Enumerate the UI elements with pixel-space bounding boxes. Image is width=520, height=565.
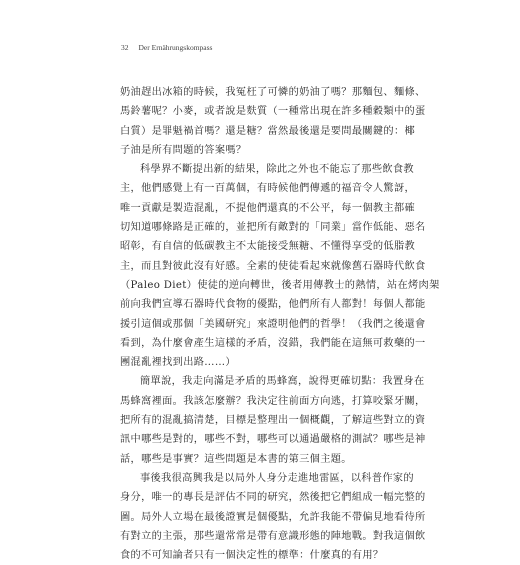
text-line: 團混亂裡找到出路……） xyxy=(120,357,236,369)
book-title: Der Ernährungskompass xyxy=(138,43,213,52)
text-line: 切知道哪條路是正確的，並把所有敵對的「同業」當作低能、惡名 xyxy=(120,222,426,234)
text-line: 事後我很高興我是以局外人身分走進地雷區，以科普作家的 xyxy=(140,472,414,484)
running-header xyxy=(121,43,212,52)
text-line: 科學界不斷提出新的結果，除此之外也不能忘了那些飲食教 xyxy=(140,164,414,176)
text-line: 唯一貢獻是製造混亂，不提他們還真的不公平，每一個教主都確 xyxy=(120,202,416,214)
text-line: 主，他們感覺上有一百萬個，有時候他們傳遞的福音令人驚訝， xyxy=(120,183,416,195)
text-line: （Paleo Diet）使徒的逆向轉世，後者用傳教士的熱情，站在烤肉架 xyxy=(120,279,440,291)
text-line: 援引這個或那個「美國研究」來證明他們的哲學！（我們之後還會 xyxy=(120,318,426,330)
text-line: 奶油趕出冰箱的時候，我冤枉了可憐的奶油了嗎？那麵包、麵條、 xyxy=(120,87,426,98)
text-line: 昭彰，有自信的低碳教主不太能接受無糖、不懂得享受的低脂教 xyxy=(120,241,416,253)
text-line: 前向我們宣導石器時代食物的優點，他們所有人都對！每個人都能 xyxy=(120,299,426,311)
text-line: 簡單說，我走向滿是矛盾的馬蜂窩，說得更確切點：我置身在 xyxy=(140,376,425,388)
text-line: 白質）是罪魁禍首嗎？還是糖？當然最後還是要問最關鍵的：椰 xyxy=(120,125,416,137)
text-line: 主，而且對彼此沒有好感。全素的使徒看起來就像舊石器時代飲食 xyxy=(120,260,426,272)
text-line: 食的不可知論者只有一個決定性的標準：什麼真的有用？ xyxy=(120,550,384,562)
text-line: 看到，為什麼會產生這樣的矛盾，沒錯，我們能在這無可救藥的一 xyxy=(120,337,426,349)
text-line: 身分，唯一的專長是評估不同的研究，然後把它們組成一幅完整的 xyxy=(120,492,426,504)
text-line: 圖。局外人立場在最後證實是個優點，允許我能不帶偏見地看待所 xyxy=(120,511,426,523)
text-line: 馬蜂窩裡面。我該怎麼辦？我決定往前面方向逃，打算咬緊牙關， xyxy=(120,395,426,407)
body-text xyxy=(120,83,440,565)
text-line: 馬鈴薯呢？小麥，或者說是麩質（一種常出現在許多種穀類中的蛋 xyxy=(120,106,426,118)
text-line: 有對立的主張，那些還常常是帶有意識形態的陣地戰。對我這個飲 xyxy=(120,530,426,542)
text-line: 訊中哪些是對的，哪些不對，哪些可以通過嚴格的測試？哪些是神 xyxy=(120,434,426,446)
text-line: 子油是所有問題的答案嗎？ xyxy=(120,144,247,156)
text-line: 把所有的混亂搞清楚，目標是整理出一個概觀，了解這些對立的資 xyxy=(120,415,426,427)
text-line: 話，哪些是事實？這些問題是本書的第三個主題。 xyxy=(120,453,352,465)
page-number: 32 xyxy=(121,43,129,52)
